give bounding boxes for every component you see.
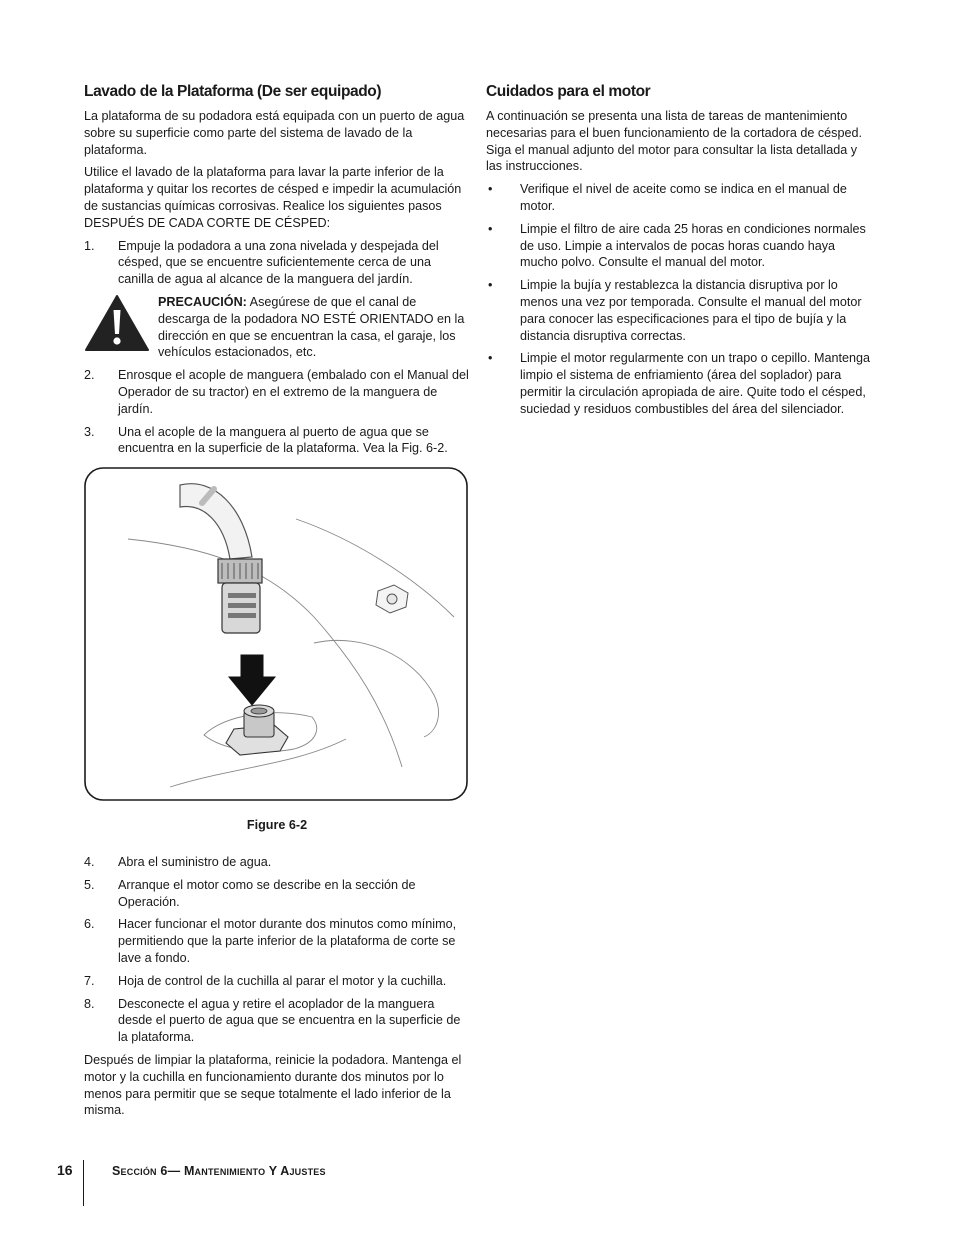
step-item <box>84 973 470 990</box>
caution-text: Asegúrese de que el canal de descarga de la podadora NO ESTÉ ORIENTADO en la dirección en que se encuentran la casa, el garaje, los vehículos estacionados, etc. <box>158 294 465 360</box>
deck-wash-instructions: Utilice el lavado de la plataforma para lavar la parte inferior de la plataforma y quitar los recortes de césped e impedir la acumulación de sustancias químicas corrosivas. Realice los siguientes pasos DESPUÉS DE CADA CORTE DE CÉSPED: <box>84 165 462 230</box>
step-text: Enrosque el acople de manguera (embalado con el Manual del Operador de su tractor) en el extremo de la manguera de jardín. <box>118 368 469 416</box>
step-text: Una el acople de la manguera al puerto de agua que se encuentra en la superficie de la plataforma. Vea la Fig. 6-2. <box>118 424 448 456</box>
deck-wash-closing: Después de limpiar la plataforma, reinicie la podadora. Mantenga el motor y la cuchilla en funcionamiento durante dos minutos por lo menos para permitir que se seque totalmente el lado inferior de la misma. <box>84 1052 462 1118</box>
engine-care-intro: A continuación se presenta una lista de tareas de mantenimiento necesarias para el buen funcionamiento de la cortadora de césped. Siga el manual adjunto del motor para consultar la lista detallada y las instrucciones. <box>486 109 862 174</box>
step-number: 8. <box>84 996 95 1011</box>
bullet-icon: • <box>488 351 493 366</box>
step-text: Desconecte el agua y retire el acoplador de la manguera desde el puerto de agua que se encuentra en la superficie de la plataforma. <box>118 996 461 1045</box>
engine-care-list <box>486 181 872 417</box>
bullet-icon: • <box>488 182 493 197</box>
step-number: 4. <box>84 854 95 869</box>
section-title: Sección 6— Mantenimiento Y Ajustes <box>112 1164 326 1178</box>
list-item <box>486 277 872 344</box>
steps-list-b <box>84 367 470 457</box>
list-item <box>486 221 872 271</box>
page-number: 16 <box>57 1162 73 1178</box>
list-item-text: Limpie la bujía y restablezca la distancia disruptiva por lo menos una vez por temporada. Consulte el manual del motor para conocer las especificaciones para el tipo de bujía y la distancia disruptiva correctas. <box>520 278 862 343</box>
step-item <box>84 238 470 288</box>
step-item <box>84 916 470 966</box>
step-text: Hoja de control de la cuchilla al parar el motor y la cuchilla. <box>118 973 447 988</box>
step-number: 7. <box>84 973 95 988</box>
caution-block <box>84 294 470 361</box>
step-number: 2. <box>84 368 95 383</box>
step-number: 1. <box>84 238 95 253</box>
deck-wash-intro: La plataforma de su podadora está equipada con un puerto de agua sobre su superficie como parte del sistema de lavado de la plataforma. <box>84 109 465 157</box>
step-item <box>84 367 470 417</box>
figure-caption: Figure 6-2 <box>246 818 308 833</box>
page-footer <box>0 1160 954 1210</box>
bullet-icon: • <box>488 221 493 236</box>
step-item <box>84 996 470 1046</box>
step-text: Hacer funcionar el motor durante dos minutos como mínimo, permitiendo que la parte inferior de la plataforma de corte se lave a fondo. <box>118 917 457 965</box>
steps-list-c <box>84 854 470 1046</box>
step-number: 5. <box>84 877 95 892</box>
figure-6-2 <box>84 467 468 801</box>
bullet-icon: • <box>488 278 493 293</box>
left-column <box>84 82 470 1125</box>
list-item-text: Limpie el filtro de aire cada 25 horas en condiciones normales de uso. Limpie a intervalos de pocas horas cuando haya mucho polvo. Consulte el manual del motor. <box>520 221 866 270</box>
step-text: Abra el suministro de agua. <box>118 854 272 869</box>
engine-care-heading: Cuidados para el motor <box>486 83 651 100</box>
caution-label: PRECAUCIÓN: <box>158 294 247 309</box>
list-item-text: Verifique el nivel de aceite como se indica en el manual de motor. <box>520 182 847 213</box>
steps-list-a <box>84 238 470 288</box>
hose-coupler-illustration <box>84 467 468 801</box>
step-number: 6. <box>84 917 95 932</box>
list-item-text: Limpie el motor regularmente con un trapo o cepillo. Mantenga limpio el sistema de enfriamiento (área del soplador) para permitir la circulación apropiada de aire. Quite todo el césped, suciedad y residuos combustibles del área del silenciador. <box>520 351 871 416</box>
footer-divider <box>83 1160 84 1206</box>
deck-wash-heading: Lavado de la Plataforma (De ser equipado) <box>84 83 382 100</box>
step-item <box>84 877 470 911</box>
list-item <box>486 350 872 417</box>
step-number: 3. <box>84 424 95 439</box>
step-item <box>84 854 470 871</box>
step-item <box>84 424 470 458</box>
step-text: Arranque el motor como se describe en la sección de Operación. <box>118 877 416 909</box>
step-text: Empuje la podadora a una zona nivelada y despejada del césped, que se encuentre suficientemente cerca de una canilla de agua al alcance de la manguera del jardín. <box>118 238 439 287</box>
warning-triangle-icon <box>84 294 150 352</box>
right-column <box>486 82 872 424</box>
list-item <box>486 181 872 215</box>
